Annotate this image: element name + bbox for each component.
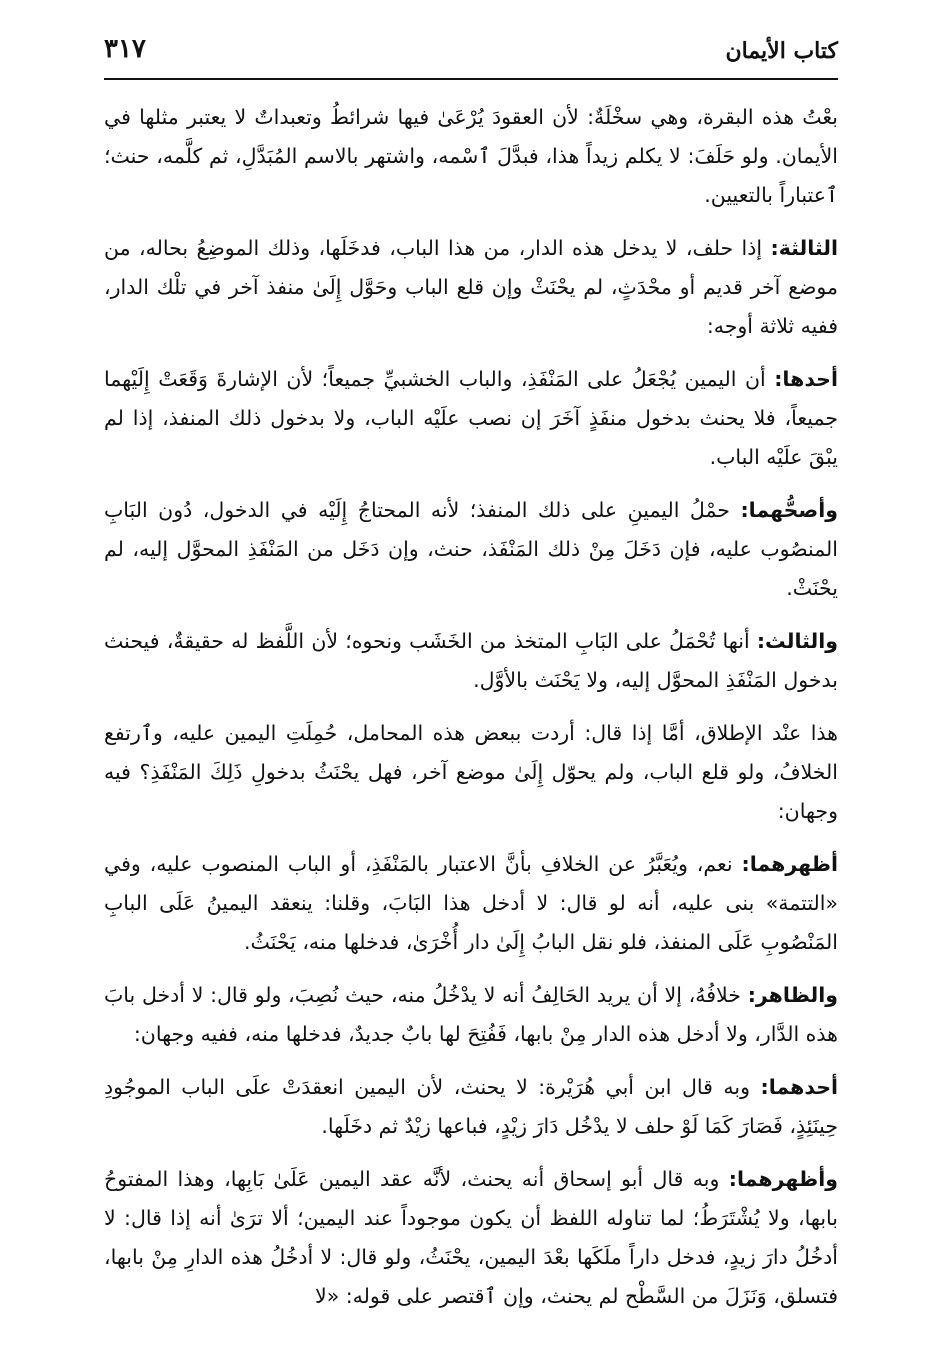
paragraph-lead: وأظهرهما:	[728, 1167, 838, 1191]
paragraph-text: وبه قال أبو إسحاق أنه يحنث، لأنَّه عقد اليمين عَلَىٰ بَابِها، وهذا المفتوحُ بابها، ولا يُشْتَرَطُ؛ لما تناوله اللفظ أن يكون موجوداً عند اليمين؛ ألا ترَىٰ أنه إذا قال: لا أدخُلُ دارَ زيدٍ، فدخل داراً ملَكَها بعْدَ اليمين، يحْنَثُ، ولو قال: لا أدخُلُ هذه الدارِ مِنْ بابها، فتسلق، وَنَزَلَ من السَّطْح لم يحنث، وإن ٱقتصر على قوله: «لا	[104, 1167, 838, 1308]
paragraph-text: نعم، ويُعَبَّرُ عن الخلافِ بأنَّ الاعتبار بالمَنْفَذِ، أو الباب المنصوب عليه، وفي «التتمة» بنى عليه، أنه لو قال: لا أدخل هذا البَابَ، وقلنا: ينعقد اليمينُ عَلَى البابِ المَنْصُوبِ عَلَى المنفذ، فلو نقل البابُ إِلَىٰ دار أُخْرَىٰ، فدخلها منه، يَحْنَثُ.	[104, 852, 838, 954]
running-header	[104, 34, 838, 80]
body-text	[104, 98, 838, 1316]
paragraph	[104, 622, 838, 700]
paragraph-text: أن اليمين يُجْعَلُ على المَنْفَذِ، والباب الخشبيِّ جميعاً؛ لأن الإشارةَ وَقَعَتْ إِلَيْهما جميعاً، فلا يحنث بدخول منفَذٍ آخَرَ إن نصب علَيْه الباب، ولا بدخول ذلك المنفذ، إذا لم يبْقَ علَيْه الباب.	[104, 367, 838, 469]
paragraph	[104, 229, 838, 346]
paragraph-text: إذا حلف، لا يدخل هذه الدار، من هذا الباب، فدخَلَها، وذلك الموضِعُ بحاله، من موضع آخر قديم أو محْدَثٍ، لم يحْنَثْ وإن قلع الباب وحَوَّل إِلَىٰ منفذ آخر في تلْك الدار، ففيه ثلاثة أوجه:	[104, 236, 838, 338]
paragraph-lead: أحدهما:	[760, 1075, 838, 1099]
paragraph	[104, 1160, 838, 1316]
paragraph	[104, 98, 838, 215]
paragraph	[104, 845, 838, 962]
paragraph-lead: الثالثة:	[770, 236, 838, 260]
paragraph-lead: والظاهر:	[747, 983, 838, 1007]
paragraph	[104, 360, 838, 477]
paragraph-text: حمْلُ اليمينِ على ذلك المنفذ؛ لأنه المحتاجُ إِلَيْه في الدخول، دُون البَابِ المنصُوب عليه، فإن دَخَلَ مِنْ ذلك المَنْفَذ، حنث، وإن دَخَل من المَنْفَذِ المحوَّل إليه، لم يحْنَثْ.	[104, 498, 838, 600]
chapter-title: كتاب الأيمان	[725, 38, 838, 64]
book-page	[104, 34, 838, 1330]
paragraph-lead: أظهرهما:	[741, 852, 838, 876]
paragraph-lead: أحدها:	[774, 367, 838, 391]
paragraph	[104, 1068, 838, 1146]
paragraph-lead: وأصحُّهما:	[740, 498, 838, 522]
paragraph	[104, 976, 838, 1054]
paragraph-text: وبه قال ابن أبي هُرَيْرة: لا يحنث، لأن اليمين انعقدَتْ علَى الباب الموجُودِ حِينَئِذٍ، فَصَارَ كَمَا لَوْ حلف لا يدْخُل دَارَ زيْدٍ، فباعها زيْدٌ ثم دخَلَها.	[104, 1075, 838, 1138]
paragraph-text: بعْتُ هذه البقرة، وهي سخْلَةٌ: لأن العقودَ يُرْعَىٰ فيها شرائطُ وتعبداتٌ لا يعتبر مثلها في الأيمان. ولو حَلَفَ: لا يكلم زيداً هذا، فبدَّلَ ٱسْمه، واشتهر بالاسم المُبَدَّلِ، ثم كلَّمه، حنث؛ ٱعتباراً بالتعيين.	[104, 105, 838, 207]
paragraph	[104, 491, 838, 608]
paragraph-lead: والثالث:	[756, 629, 838, 653]
paragraph-text: خلافُهُ، إلا أن يريد الحَالِفُ أنه لا يدْخُلُ منه، حيث نُصِبَ، ولو قال: لا أدخل بابَ هذه الدَّار، ولا أدخل هذه الدار مِنْ بابها، فَفُتِحَ لها بابٌ جديدٌ، فدخلها منه، ففيه وجهان:	[104, 983, 838, 1046]
paragraph-text: هذا عنْد الإطلاق، أمَّا إذا قال: أردت ببعض هذه المحامل، حُمِلَتِ اليمين عليه، وٱرتفع الخلافُ، ولو قلع الباب، ولم يحوّل إِلَىٰ موضع آخر، فهل يحْنَثُ بدخولِ ذَلِكَ المَنْفَذِ؟ فيه وجهان:	[104, 721, 838, 823]
paragraph	[104, 714, 838, 831]
paragraph-text: أنها تُحْمَلُ على البَابِ المتخذ من الخَشَب ونحوه؛ لأن اللَّفظ له حقيقةٌ، فيحنث بدخول المَنْفَذِ المحوَّل إليه، ولا يَحْنَث بالأوَّل.	[104, 629, 838, 692]
page-number: ٣١٧	[104, 34, 146, 64]
